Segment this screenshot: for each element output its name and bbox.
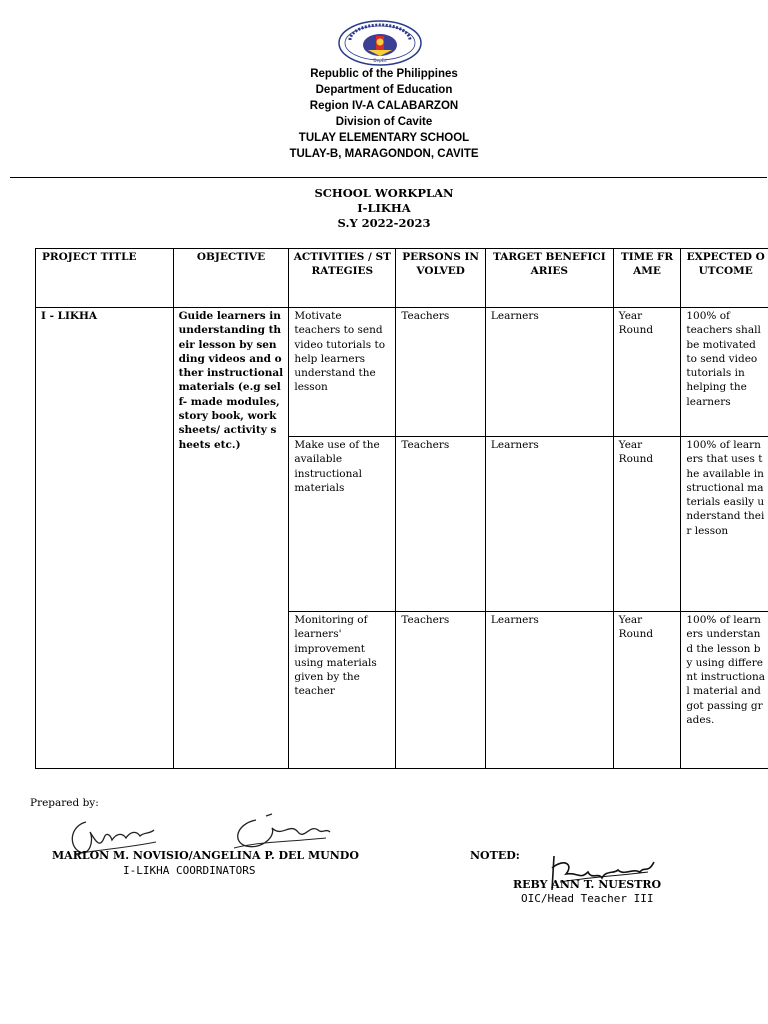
table-row: [36, 308, 768, 437]
header-persons: PERSONS INVOLVED: [396, 249, 486, 308]
activity-cell: Monitoring of learners' improvement using materials given by the teacher: [289, 612, 396, 769]
coordinators-role: I-LIKHA COORDINATORS: [123, 864, 256, 877]
header-beneficiaries: TARGET BENEFICIARIES: [485, 249, 613, 308]
header-objective: OBJECTIVE: [173, 249, 289, 308]
beneficiaries-cell: Learners: [485, 308, 613, 437]
prepared-by-label: Prepared by:: [30, 797, 99, 809]
outcome-cell: 100% of learners that uses the available instructional materials easily understand their lesson: [681, 437, 768, 612]
header-line-department: Department of Education: [315, 84, 453, 96]
header-line-republic: Republic of the Philippines: [310, 68, 458, 80]
title-line-workplan: SCHOOL WORKPLAN: [314, 186, 454, 200]
timeframe-cell: Year Round: [613, 612, 681, 769]
head-teacher-name: REBY ANN T. NUESTRO: [513, 878, 662, 891]
coordinators-names: MARLON M. NOVISIO/ANGELINA P. DEL MUNDO: [52, 849, 359, 862]
outcome-cell: 100% of learners understand the lesson by using different instructional material and got passing grades.: [681, 612, 768, 769]
timeframe-cell: Year Round: [613, 437, 681, 612]
persons-cell: Teachers: [396, 612, 486, 769]
project-title-cell: I - LIKHA: [36, 308, 174, 769]
persons-cell: Teachers: [396, 308, 486, 437]
header-activities: ACTIVITIES / STRATEGIES: [289, 249, 396, 308]
header-line-region: Region IV-A CALABARZON: [309, 100, 459, 112]
header-line-division: Division of Cavite: [335, 116, 433, 128]
workplan-table: [35, 248, 768, 769]
activity-cell: Make use of the available instructional materials: [289, 437, 396, 612]
header-project-title: PROJECT TITLE: [36, 249, 174, 308]
persons-cell: Teachers: [396, 437, 486, 612]
school-header: [0, 66, 768, 162]
svg-text:DepEd: DepEd: [373, 58, 387, 63]
header-expected-outcome: EXPECTED OUTCOME: [681, 249, 768, 308]
workplan-title: [0, 186, 768, 231]
deped-seal-logo: [338, 20, 422, 66]
header-line-school: TULAY ELEMENTARY SCHOOL: [298, 132, 470, 144]
beneficiaries-cell: Learners: [485, 612, 613, 769]
header-time-frame: TIME FRAME: [613, 249, 681, 308]
objective-cell: Guide learners in understanding their lesson by sending videos and other instructional materials (e.g self- made modules, story book, work sheets/ activity sheets etc.): [173, 308, 289, 769]
outcome-cell: 100% of teachers shall be motivated to send video tutorials in helping the learners: [681, 308, 768, 437]
activity-cell: Motivate teachers to send video tutorials to help learners understand the lesson: [289, 308, 396, 437]
noted-label: NOTED:: [470, 849, 520, 862]
header-line-address: TULAY-B, MARAGONDON, CAVITE: [289, 148, 479, 160]
header-divider: [10, 177, 767, 178]
head-teacher-role: OIC/Head Teacher III: [521, 892, 654, 905]
title-line-program: I-LIKHA: [357, 201, 411, 215]
timeframe-cell: Year Round: [613, 308, 681, 437]
title-line-school-year: S.Y 2022-2023: [337, 216, 431, 230]
table-header-row: [36, 249, 768, 308]
beneficiaries-cell: Learners: [485, 437, 613, 612]
